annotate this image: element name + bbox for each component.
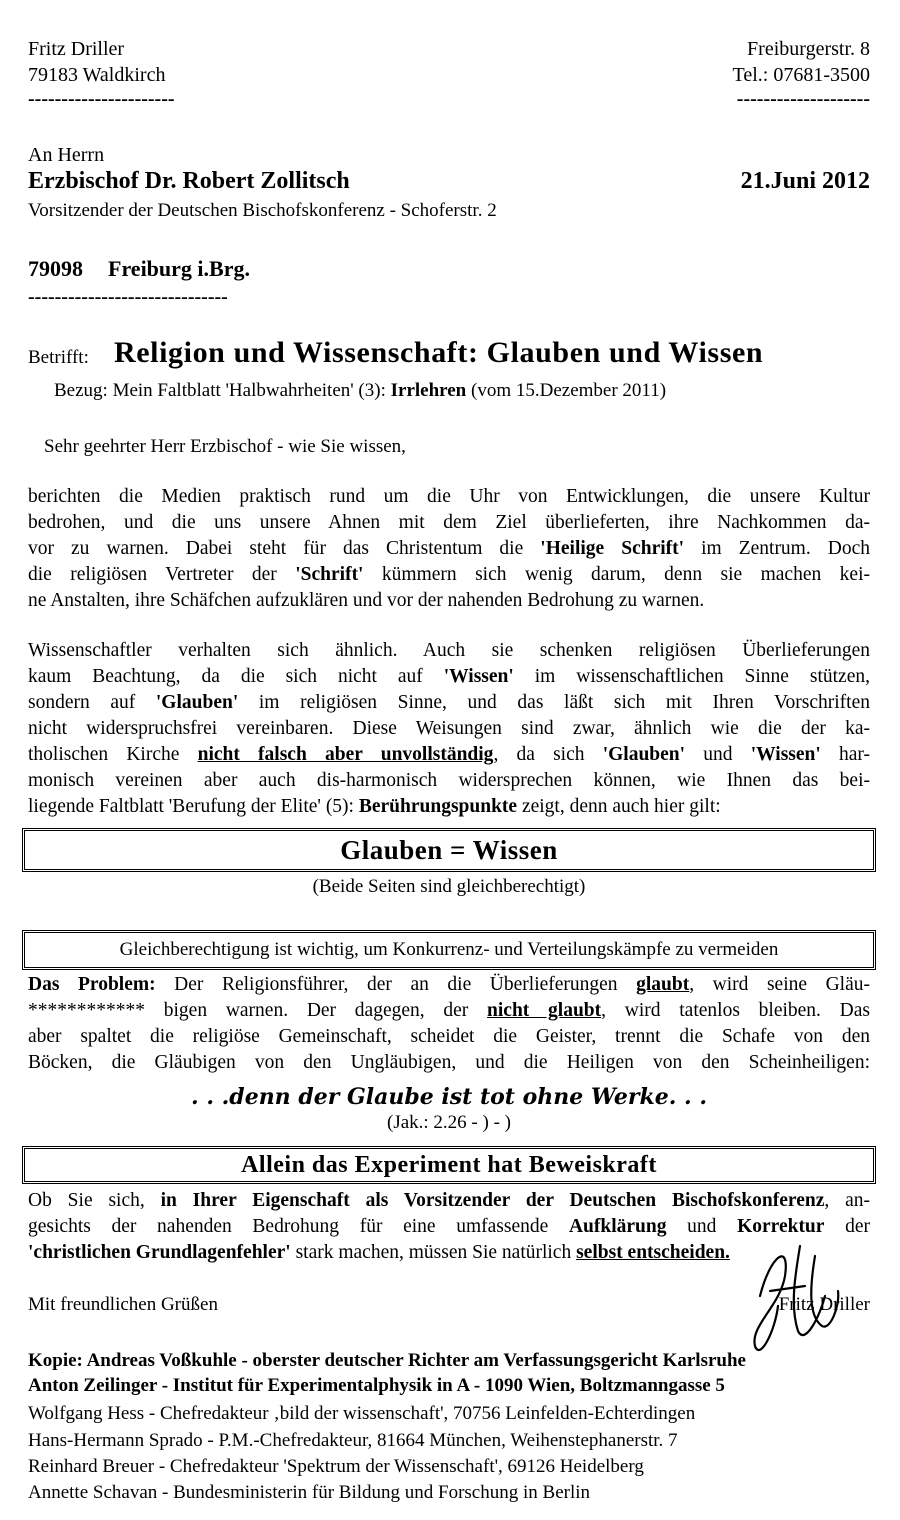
paragraph-media xyxy=(28,484,870,614)
equation-box xyxy=(22,828,876,872)
para1-line: die religiösen Vertreter der 'Schrift' kümmern sich wenig darum, denn sie machen kei- xyxy=(28,564,871,585)
copy-line-5: Reinhard Breuer - Chefredakteur 'Spektrum der Wissenschaft', 69126 Heidelberg xyxy=(28,1456,644,1477)
reference-suffix: (vom 15.Dezember 2011) xyxy=(471,380,667,401)
recipient-name: Erzbischof Dr. Robert Zollitsch xyxy=(28,168,350,194)
signature-name: Fritz Driller xyxy=(778,1294,870,1315)
closing-regards: Mit freundlichen Grüßen xyxy=(28,1294,218,1315)
para2-line: Wissenschaftler verhalten sich ähnlich. Auch sie schenken religiösen Überlieferungen xyxy=(28,640,870,661)
experiment-text: Allein das Experiment hat Beweiskraft xyxy=(241,1152,657,1178)
recipient-divider: ------------------------------ xyxy=(28,286,228,308)
para1-line: vor zu warnen. Dabei steht für das Christentum die 'Heilige Schrift' im Zentrum. Doch xyxy=(28,538,870,559)
sender-city: 79183 Waldkirch xyxy=(28,64,166,86)
sender-name: Fritz Driller xyxy=(28,38,125,60)
copy-line-2: Anton Zeilinger - Institut für Experimentalphysik in A - 1090 Wien, Boltzmanngasse 5 xyxy=(28,1375,725,1396)
problem-line: Das Problem: Der Religionsführer, der an die Überlieferungen glaubt, wird seine Gläu- xyxy=(28,974,870,995)
problem-line: ************ bigen warnen. Der dagegen, der nicht glaubt, wird tatenlos bleiben. Das xyxy=(28,1000,870,1021)
letter-date: 21.Juni 2012 xyxy=(740,168,870,194)
para2-line: tholischen Kirche nicht falsch aber unvollständig, da sich 'Glauben' und 'Wissen' har- xyxy=(28,744,870,765)
recipient-role: Vorsitzender der Deutschen Bischofskonferenz - Schoferstr. 2 xyxy=(28,200,497,221)
para2-line: liegende Faltblatt 'Berufung der Elite' (5): Berührungspunkte zeigt, denn auch hier gilt: xyxy=(28,796,721,817)
problem-line: aber spaltet die religiöse Gemeinschaft, scheidet die Geister, trennt die Schafe von den xyxy=(28,1026,870,1047)
problem-line: Böcken, die Gläubigen von den Ungläubigen, und die Heiligen von den Scheinheiligen: xyxy=(28,1052,870,1073)
sender-phone: Tel.: 07681-3500 xyxy=(732,64,870,86)
equation-note: (Beide Seiten sind gleichberechtigt) xyxy=(312,876,586,897)
recipient-city: Freiburg i.Brg. xyxy=(108,256,250,281)
recipient-salutation: An Herrn xyxy=(28,144,105,166)
para2-line: sondern auf 'Glauben' im religiösen Sinne, und das läßt sich mit Ihren Vorschriften xyxy=(28,692,870,713)
paragraph-science xyxy=(28,638,870,820)
bible-quote: . . .denn der Glaube ist tot ohne Werke. . . xyxy=(191,1084,707,1110)
closing-line: 'christlichen Grundlagenfehler' stark machen, müssen Sie natürlich selbst entscheiden. xyxy=(28,1242,730,1263)
closing-line: gesichts der nahenden Bedrohung für eine umfassende Aufklärung und Korrektur der xyxy=(28,1216,870,1237)
equality-box xyxy=(22,930,876,970)
closing-line: Ob Sie sich, in Ihrer Eigenschaft als Vorsitzender der Deutschen Bischofskonferenz, an- xyxy=(28,1190,870,1211)
handwritten-signature xyxy=(730,1236,850,1366)
copy-line-4: Hans-Hermann Sprado - P.M.-Chefredakteur, 81664 München, Weihenstephanerstr. 7 xyxy=(28,1430,678,1451)
subject-label: Betrifft: xyxy=(28,347,89,368)
equality-text: Gleichberechtigung ist wichtig, um Konkurrenz- und Verteilungskämpfe zu vermeiden xyxy=(119,939,779,960)
subject-title: Religion und Wissenschaft: Glauben und Wissen xyxy=(114,336,764,369)
subject-reference xyxy=(54,380,666,402)
bible-quote-reference: (Jak.: 2.26 - ) - ) xyxy=(387,1112,511,1133)
paragraph-problem xyxy=(28,972,870,1076)
para1-line: berichten die Medien praktisch rund um die Uhr von Entwicklungen, die unsere Kultur xyxy=(28,486,870,507)
sender-street: Freiburgerstr. 8 xyxy=(747,38,870,60)
sender-divider: ---------------------- xyxy=(28,88,175,110)
sender-divider-right: -------------------- xyxy=(736,88,870,110)
equation-text: Glauben = Wissen xyxy=(340,835,558,865)
recipient-postcode: 79098 xyxy=(28,256,83,281)
copy-line-3: Wolfgang Hess - Chefredakteur ‚bild der wissenschaft', 70756 Leinfelden-Echterdingen xyxy=(28,1403,696,1424)
para2-line: kaum Beachtung, da die sich nicht auf 'Wissen' im wissenschaftlichen Sinne stützen, xyxy=(28,666,870,687)
para1-line: ne Anstalten, ihre Schäfchen aufzuklären und vor der nahenden Bedrohung zu warnen. xyxy=(28,590,705,611)
reference-prefix: Bezug: Mein Faltblatt 'Halbwahrheiten' (3): xyxy=(54,380,386,401)
greeting: Sehr geehrter Herr Erzbischof - wie Sie wissen, xyxy=(44,436,406,457)
experiment-box xyxy=(22,1146,876,1184)
para2-line: monisch vereinen aber auch dis-harmonisch widersprechen können, wie Ihnen das bei- xyxy=(28,770,870,791)
reference-bold: Irrlehren xyxy=(390,380,467,401)
para1-line: bedrohen, und die uns unsere Ahnen mit dem Ziel überlieferten, ihre Nachkommen da- xyxy=(28,512,870,533)
copy-line-1: Kopie: Andreas Voßkuhle - oberster deutscher Richter am Verfassungsgericht Karlsruhe xyxy=(28,1350,746,1371)
copy-line-6: Annette Schavan - Bundesministerin für Bildung und Forschung in Berlin xyxy=(28,1482,591,1503)
para2-line: nicht widerspruchsfrei vereinbaren. Diese Weisungen sind zwar, ähnlich wie die der ka- xyxy=(28,718,870,739)
